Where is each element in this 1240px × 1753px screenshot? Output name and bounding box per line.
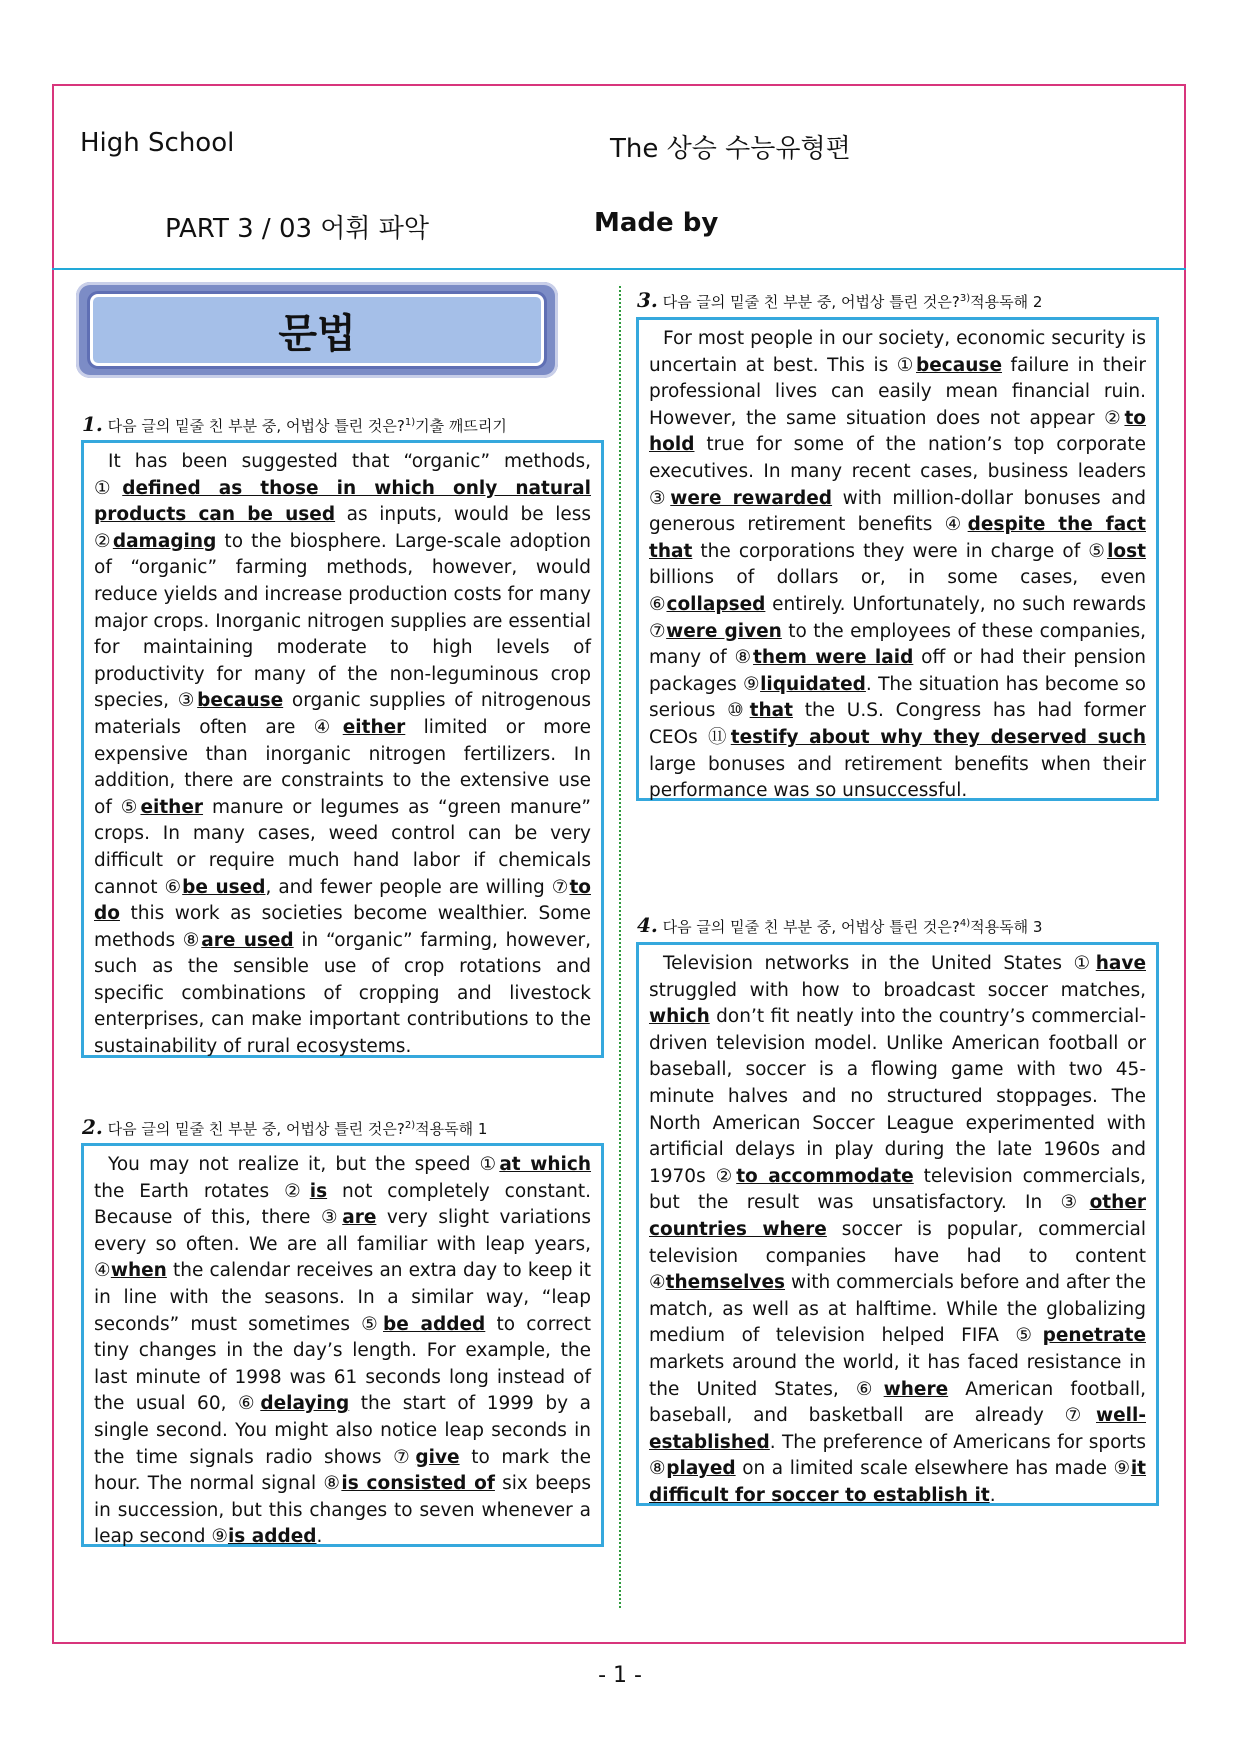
underlined-choice: themselves — [665, 1272, 786, 1294]
passage-segment: off or had their pension packages ⑨ — [649, 647, 1146, 695]
passage-segment: the corporations they were in charge of ⑤ — [692, 540, 1108, 562]
passage-text — [649, 951, 1146, 1509]
underlined-choice: to do — [94, 876, 591, 925]
header-school: High School — [80, 128, 235, 158]
question-source: 적용독해 1 — [415, 1120, 488, 1138]
passage-segment: as inputs, would be less ② — [94, 504, 592, 552]
passage-segment: It has been suggested that “organic” methods, ① — [94, 451, 591, 499]
question-4-title — [637, 913, 1042, 937]
underlined-choice: well-established — [649, 1405, 1146, 1453]
question-source: 적용독해 2 — [970, 293, 1043, 311]
underlined-choice: it difficult for soccer to establish it — [649, 1458, 1147, 1506]
underlined-choice: have — [1095, 953, 1146, 974]
passage-segment: six beeps in succession, but this changes to seven whenever a leap second ⑨ — [94, 1473, 591, 1548]
passage-text — [649, 326, 1146, 805]
passage-segment: . The preference of Americans for sports ⑧ — [649, 1431, 1146, 1480]
underlined-choice: penetrate — [1042, 1325, 1146, 1347]
header-made-by: Made by — [594, 208, 719, 238]
passage-segment: television commercials, but the result was unsatisfactory. In ③ — [649, 1165, 1147, 1214]
question-prompt: 다음 글의 밑줄 친 부분 중, 어법상 틀린 것은? — [107, 417, 405, 435]
passage-segment: large bonuses and retirement benefits when their performance was so unsuccessful. — [649, 753, 1146, 802]
passage-segment: very slight variations every so often. We are all familiar with leap years, ④ — [94, 1207, 591, 1282]
underlined-choice: when — [110, 1260, 167, 1282]
footnote-ref: 3) — [959, 293, 971, 304]
passage-segment: to the employees of these companies, many of ⑧ — [649, 620, 1146, 669]
passage-segment: this work as societies become wealthier. Some methods ⑧ — [94, 903, 591, 951]
passage-segment: limited or more expensive than inorganic nitrogen fertilizers. In addition, there are constraints to the extensive use of ⑤ — [94, 716, 591, 818]
passage-segment: the calendar receives an extra day to keep it in line with the seasons. In a similar way, “leap seconds” must sometimes ⑤ — [94, 1260, 591, 1335]
question-prompt: 다음 글의 밑줄 친 부분 중, 어법상 틀린 것은? — [662, 293, 960, 311]
passage-segment: entirely. Unfortunately, no such rewards ⑦ — [649, 593, 1146, 642]
header-divider — [52, 268, 1186, 270]
question-1-passage — [81, 440, 604, 1058]
passage-segment: the U.S. Congress has had former CEOs ⑪ — [649, 700, 1146, 748]
underlined-choice: damaging — [112, 530, 217, 552]
underlined-choice: other countries where — [649, 1192, 1146, 1240]
passage-segment: billions of dollars or, in some cases, even ⑥ — [649, 567, 1146, 615]
question-number: 1. — [82, 412, 103, 436]
underlined-choice: because — [197, 690, 284, 712]
passage-segment: to the biosphere. Large-scale adoption of “organic” farming methods, however, would reduce yields and increase production costs for many major crops. Inorganic nitrogen supplies are essential for maintaining moderate to high levels of productivity for many of the non-leguminous crop species, ③ — [94, 530, 591, 712]
question-2-title — [82, 1115, 487, 1139]
passage-segment: the start of 1999 by a single second. You might also notice leap seconds in the time signals radio shows ⑦ — [94, 1393, 591, 1468]
underlined-choice: be added — [383, 1313, 486, 1335]
underlined-choice: where — [883, 1378, 949, 1400]
footnote-ref: 4) — [959, 918, 971, 929]
underlined-choice: is added — [227, 1526, 317, 1548]
underlined-choice: either — [342, 716, 406, 738]
underlined-choice: to accommodate — [736, 1165, 914, 1187]
passage-segment: soccer is popular, commercial television companies have had to content ④ — [649, 1218, 1147, 1294]
question-source: 적용독해 3 — [970, 918, 1043, 936]
passage-segment: Television networks in the United States ① — [663, 953, 1096, 974]
question-number: 3. — [637, 288, 658, 312]
section-badge — [76, 282, 558, 378]
passage-segment: don’t fit neatly into the country’s commercial-driven television model. Unlike American football or baseball, soccer is a flowing game with two 45-minute halves and no structured stoppages. The North American Soccer League experimented with artificial delays in play during the late 1960s and 1970s ② — [649, 1006, 1146, 1187]
underlined-choice: to hold — [649, 407, 1146, 456]
passage-segment: on a limited scale elsewhere has made ⑨ — [735, 1458, 1131, 1480]
passage-text — [94, 449, 591, 1061]
passage-text — [94, 1152, 591, 1551]
header-book-title: The 상승 수능유형편 — [610, 134, 851, 164]
underlined-choice: them were laid — [753, 647, 914, 669]
passage-segment: You may not realize it, but the speed ① — [108, 1154, 500, 1175]
passage-segment: manure or legumes as “green manure” crops. In many cases, weed control can be very difficult or require much hand labor if chemicals cannot ⑥ — [94, 796, 591, 898]
underlined-choice: defined as those in which only natural products can be used — [94, 477, 591, 526]
passage-segment: For most people in our society, economic security is uncertain at best. This is ① — [649, 328, 1146, 376]
underlined-choice: were given — [666, 620, 782, 642]
underlined-choice: are — [342, 1207, 377, 1229]
underlined-choice: give — [415, 1446, 460, 1468]
underlined-choice: that — [749, 700, 793, 722]
passage-segment: markets around the world, it has faced resistance in the United States, ⑥ — [649, 1351, 1146, 1400]
question-3-title — [637, 288, 1042, 312]
footnote-ref: 1) — [404, 417, 416, 428]
passage-segment: American football, baseball, and basketball are already ⑦ — [649, 1378, 1146, 1427]
passage-segment: , and fewer people are willing ⑦ — [265, 876, 570, 898]
question-prompt: 다음 글의 밑줄 친 부분 중, 어법상 틀린 것은? — [662, 918, 960, 936]
passage-segment: with commercials before and after the match, as well as at halftime. While the globalizing medium of television helped FIFA ⑤ — [649, 1272, 1147, 1347]
underlined-choice: either — [140, 796, 204, 818]
passage-segment: . — [989, 1484, 996, 1506]
question-number: 4. — [637, 913, 658, 937]
passage-segment: to correct tiny changes in the day’s length. For example, the last minute of 1998 was 61 seconds long instead of the usual 60, ⑥ — [94, 1313, 591, 1415]
underlined-choice: because — [916, 354, 1002, 376]
passage-segment: in “organic” farming, however, such as the sensible use of crop rotations and specific combinations of cropping and livestock enterprises, can make important contributions to the sustainability of rural ecosystems. — [94, 929, 591, 1058]
passage-segment: struggled with how to broadcast soccer matches, — [649, 979, 1146, 1001]
passage-segment: true for some of the nation’s top corporate executives. In many recent cases, business leaders ③ — [649, 434, 1146, 509]
underlined-choice: played — [666, 1458, 736, 1480]
underlined-choice: were rewarded — [670, 487, 833, 509]
question-2-passage — [81, 1143, 604, 1547]
section-badge-label: 문법 — [90, 294, 544, 366]
question-1-title — [82, 412, 507, 436]
question-4-passage — [636, 942, 1159, 1506]
passage-segment: organic supplies of nitrogenous materials often are ④ — [94, 690, 591, 738]
passage-segment: . — [316, 1526, 323, 1548]
question-prompt: 다음 글의 밑줄 친 부분 중, 어법상 틀린 것은? — [107, 1120, 405, 1138]
question-number: 2. — [82, 1115, 103, 1139]
underlined-choice: at which — [499, 1154, 592, 1175]
underlined-choice: is consisted of — [341, 1473, 495, 1495]
passage-segment: . The situation has become so serious ⑩ — [649, 673, 1146, 722]
underlined-choice: be used — [182, 876, 266, 898]
footnote-ref: 2) — [404, 1120, 416, 1131]
question-3-passage — [636, 317, 1159, 801]
underlined-choice: testify about why they deserved such — [730, 726, 1147, 748]
column-divider — [619, 286, 621, 1608]
underlined-choice: lost — [1107, 540, 1146, 562]
passage-segment: the Earth rotates ② — [94, 1180, 310, 1202]
passage-segment: not completely constant. Because of this, there ③ — [94, 1180, 591, 1229]
passage-segment: with million-dollar bonuses and generous retirement benefits ④ — [649, 487, 1146, 536]
underlined-choice: despite the fact that — [649, 514, 1146, 562]
underlined-choice: are used — [201, 929, 294, 951]
question-source: 기출 깨뜨리기 — [415, 417, 507, 435]
underlined-choice: is — [309, 1180, 328, 1202]
underlined-choice: liquidated — [760, 673, 866, 695]
header-part: PART 3 / 03 어휘 파악 — [165, 214, 430, 244]
passage-segment: to mark the hour. The normal signal ⑧ — [94, 1446, 591, 1495]
underlined-choice: collapsed — [666, 593, 766, 615]
passage-segment: failure in their professional lives can easily mean financial ruin. However, the same situation does not appear ② — [649, 354, 1146, 429]
underlined-choice: which — [649, 1006, 710, 1028]
underlined-choice: delaying — [260, 1393, 350, 1415]
page-number: - 1 - — [598, 1663, 642, 1688]
